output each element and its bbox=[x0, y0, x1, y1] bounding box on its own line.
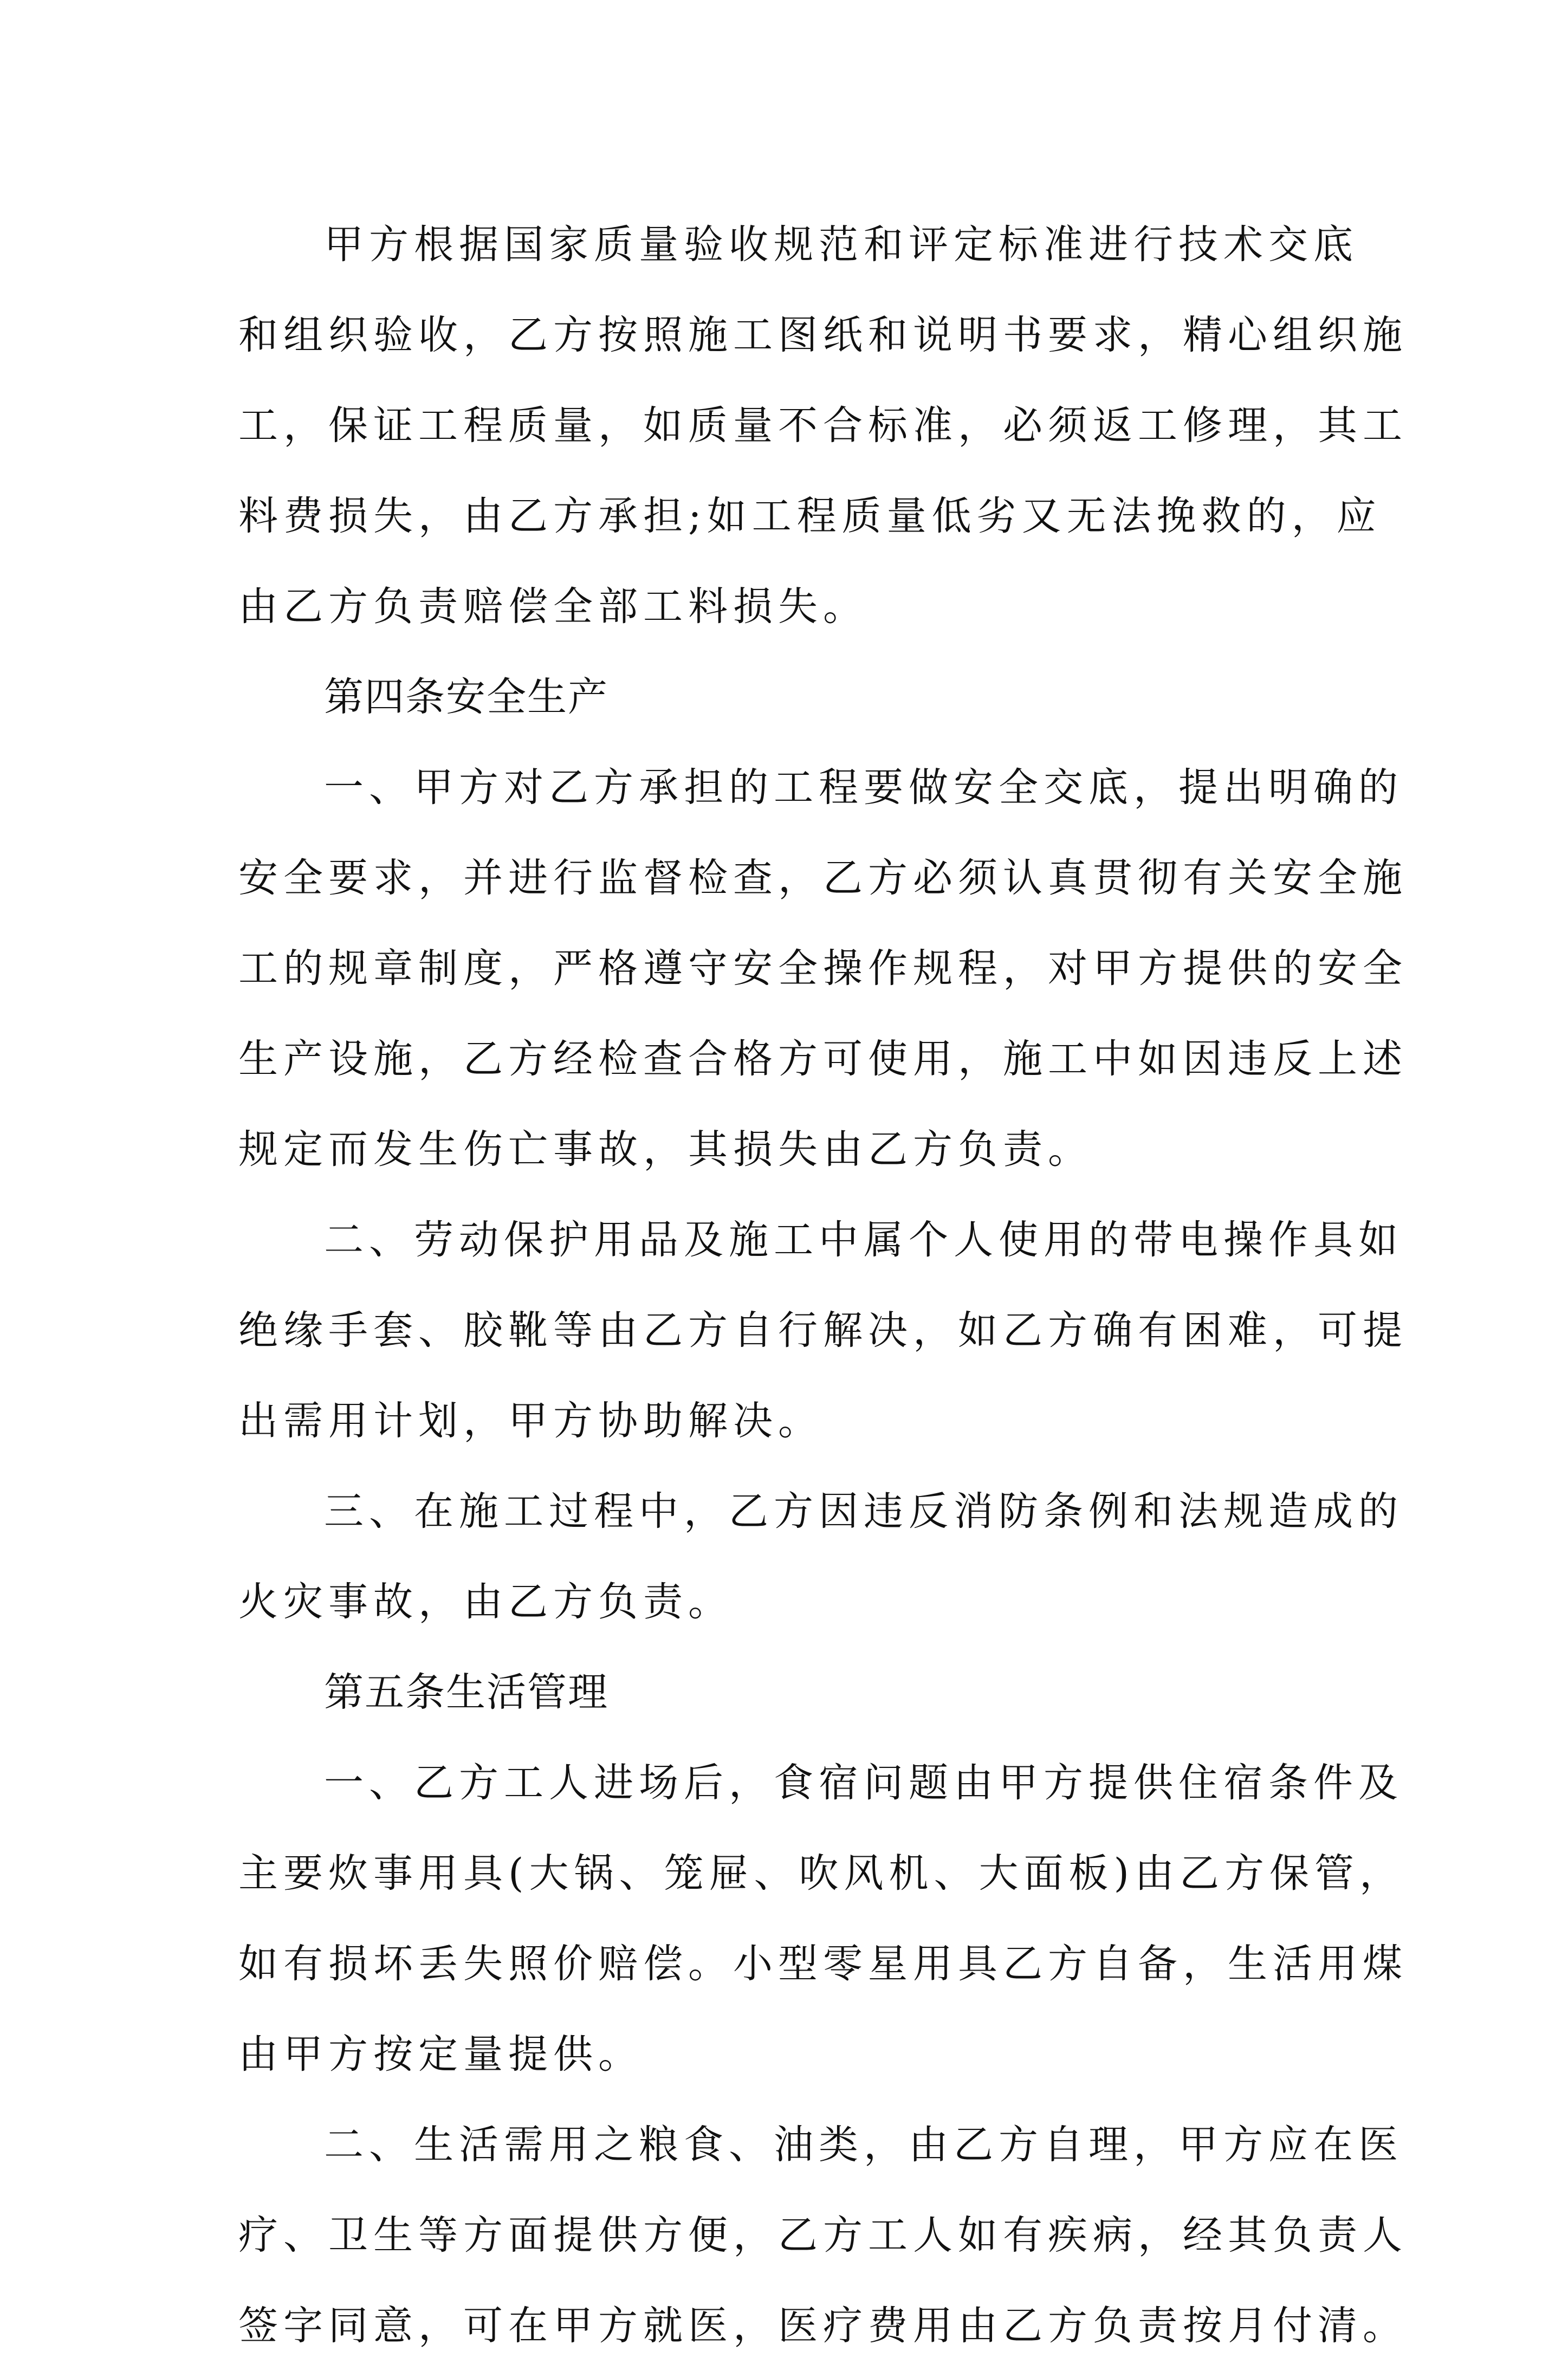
text-line: 规定而发生伤亡事故，其损失由乙方负责。 bbox=[238, 1126, 1093, 1172]
text-line: 绝缘手套、胶靴等由乙方自行解决，如乙方确有困难，可提 bbox=[238, 1307, 1408, 1353]
text-line: 生产设施，乙方经检查合格方可使用，施工中如因违反上述 bbox=[238, 1036, 1408, 1082]
text-line: 二、劳动保护用品及施工中属个人使用的带电操作具如 bbox=[324, 1217, 1403, 1263]
text-line: 如有损坏丢失照价赔偿。小型零星用具乙方自备，生活用煤 bbox=[238, 1941, 1408, 1987]
text-line: 工的规章制度，严格遵守安全操作规程，对甲方提供的安全 bbox=[238, 945, 1408, 992]
text-line: 料费损失，由乙方承担;如工程质量低劣又无法挽救的，应 bbox=[238, 493, 1382, 539]
text-line: 疗、卫生等方面提供方便，乙方工人如有疾病，经其负责人 bbox=[238, 2212, 1408, 2258]
text-line: 工，保证工程质量，如质量不合标准，必须返工修理，其工 bbox=[238, 403, 1408, 449]
text-line: 甲方根据国家质量验收规范和评定标准进行技术交底 bbox=[324, 222, 1358, 268]
text-line: 由甲方按定量提供。 bbox=[238, 2031, 643, 2077]
text-line: 出需用计划，甲方协助解决。 bbox=[238, 1398, 823, 1444]
section-heading: 第五条生活管理 bbox=[324, 1669, 608, 1715]
text-line: 安全要求，并进行监督检查，乙方必须认真贯彻有关安全施 bbox=[238, 855, 1408, 901]
text-line: 由乙方负责赔偿全部工料损失。 bbox=[238, 584, 868, 630]
text-line: 一、乙方工人进场后，食宿问题由甲方提供住宿条件及 bbox=[324, 1760, 1403, 1806]
text-line: 签字同意，可在甲方就医，医疗费用由乙方负责按月付清。 bbox=[238, 2303, 1408, 2349]
text-line: 二、生活需用之粮食、油类，由乙方自理，甲方应在医 bbox=[324, 2122, 1403, 2168]
document-body bbox=[238, 199, 1408, 2371]
text-line: 和组织验收，乙方按照施工图纸和说明书要求，精心组织施 bbox=[238, 312, 1408, 358]
section-heading: 第四条安全生产 bbox=[324, 674, 608, 720]
text-line: 火灾事故，由乙方负责。 bbox=[238, 1579, 733, 1625]
text-line: 一、甲方对乙方承担的工程要做安全交底，提出明确的 bbox=[324, 765, 1403, 811]
text-line: 三、在施工过程中，乙方因违反消防条例和法规造成的 bbox=[324, 1488, 1403, 1534]
text-line: 主要炊事用具(大锅、笼屉、吹风机、大面板)由乙方保管， bbox=[238, 1850, 1404, 1896]
